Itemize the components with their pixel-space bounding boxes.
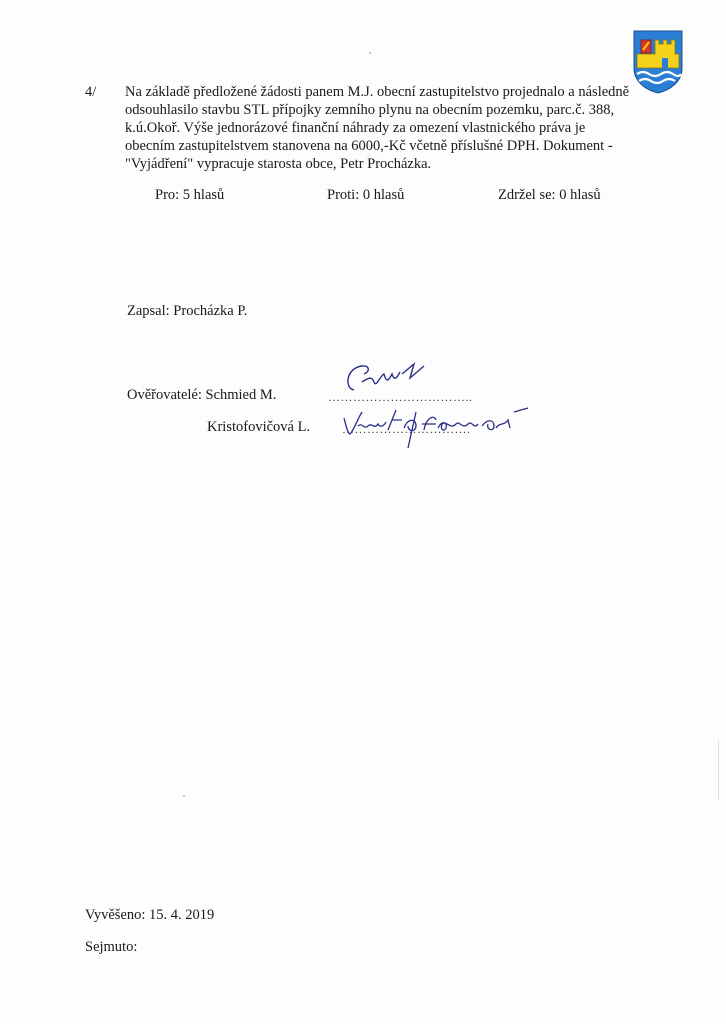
vote-for: Pro: 5 hlasů	[155, 187, 225, 203]
vote-against: Proti: 0 hlasů	[327, 187, 405, 203]
scan-speck	[369, 52, 371, 54]
signature-second	[338, 400, 538, 450]
scan-edge-shadow	[718, 740, 719, 800]
signature-first	[340, 360, 450, 400]
paragraph-line: odsouhlasilo stavbu STL přípojky zemního plynu na obecním pozemku, parc.č. 388,	[125, 102, 615, 118]
verifier-first: Ověřovatelé: Schmied M.	[127, 387, 277, 403]
removed-date: Sejmuto:	[85, 939, 138, 955]
verifier-second: Kristofovičová L.	[207, 419, 311, 435]
posted-date: Vyvěšeno: 15. 4. 2019	[85, 907, 215, 923]
municipality-crest-logo	[633, 30, 683, 94]
item-number: 4/	[85, 84, 97, 100]
signature-line-first: ……………………………..	[328, 390, 473, 404]
paragraph-line: obecním zastupitelstvem stanovena na 6000,-Kč včetně příslušné DPH. Dokument -	[125, 138, 613, 154]
resolution-paragraph	[125, 83, 635, 173]
vote-abstain: Zdržel se: 0 hlasů	[498, 187, 601, 203]
signature-line-second: ………………………….	[342, 422, 471, 436]
paragraph-line: Na základě předložené žádosti panem M.J. obecní zastupitelstvo projednalo a následně	[125, 84, 630, 100]
paragraph-line: "Vyjádření" vypracuje starosta obce, Petr Procházka.	[125, 156, 432, 172]
paragraph-line: k.ú.Okoř. Výše jednorázové finanční náhrady za omezení vlastnického práva je	[125, 120, 586, 136]
scan-speck	[183, 795, 185, 797]
recorded-by: Zapsal: Procházka P.	[127, 303, 248, 319]
